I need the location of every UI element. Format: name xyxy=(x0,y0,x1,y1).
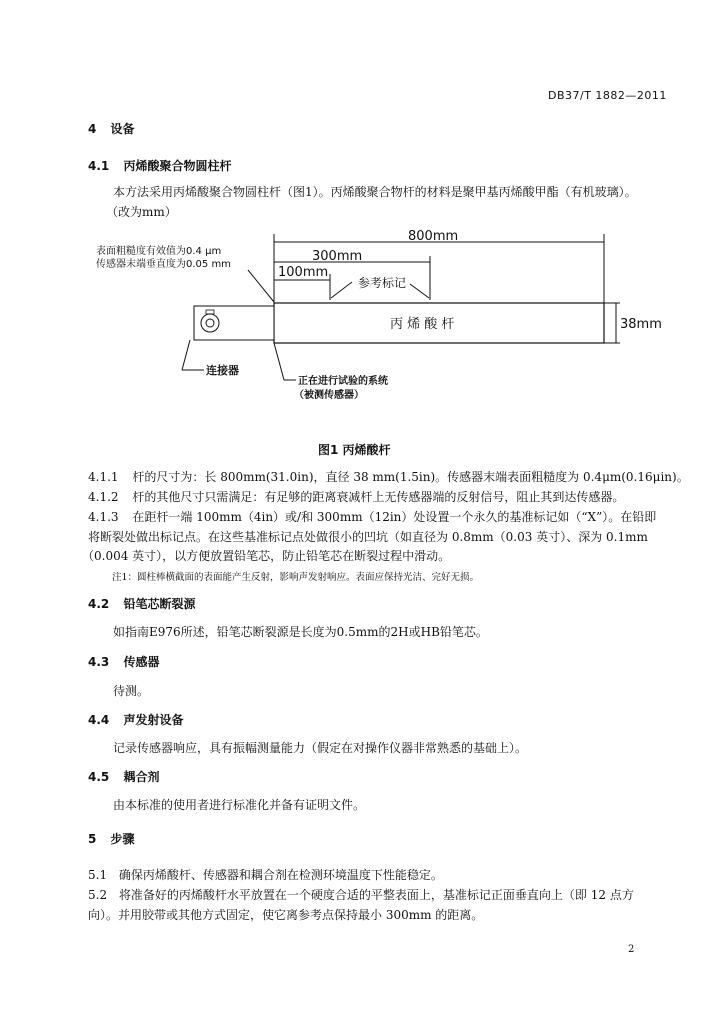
clause-4-1-1 xyxy=(88,468,689,485)
paragraph: 由本标准的使用者进行标准化并备有证明文件。 xyxy=(113,798,366,812)
paragraph-continuation: 向）。并用胶带或其他方式固定，使它离参考点保持最小 300mm 的距离。 xyxy=(88,908,484,922)
clause-text: 在距杆一端 100mm（4in）或/和 300mm（12in）处设置一个永久的基准标记如（“X”）。在铅即 xyxy=(132,510,657,524)
paragraph: 如指南E976所述，铅笔芯断裂源是长度为0.5mm的2H或HB铅笔芯。 xyxy=(113,625,488,639)
paragraph: 记录传感器响应，具有振幅测量能力（假定在对操作仪器非常熟悉的基础上）。 xyxy=(113,741,528,755)
dim-100-label: 100mm xyxy=(278,265,329,280)
clause-text: 杆的其他尺寸只需满足：有足够的距离衰减杆上无传感器端的反射信号，阻止其到达传感器。 xyxy=(132,490,625,504)
clause-number: 5.2 xyxy=(88,888,108,902)
paragraph: 待测。 xyxy=(113,684,150,698)
section-4-3-heading xyxy=(88,653,159,670)
dim-38-label: 38mm xyxy=(620,317,662,332)
clause-number: 4.1.1 xyxy=(88,470,119,484)
ref-arrow-100 xyxy=(331,282,352,298)
paragraph-continuation: 将断裂处做出标记点。在这些基准标记点处做很小的凹坑（如直径为 0.8mm（0.03 英寸）、深为 0.1mm xyxy=(88,530,648,544)
perpendicular-note: 传感器末端垂直度为0.05 mm xyxy=(96,259,231,270)
section-number: 4.1 xyxy=(88,159,110,173)
clause-number: 4.1.2 xyxy=(88,490,119,504)
system-label: 正在进行试验的系统 xyxy=(298,376,388,387)
reference-mark-label: 参考标记 xyxy=(358,276,407,290)
figure-acrylic-rod xyxy=(90,222,670,410)
system-leader-1 xyxy=(274,343,284,380)
clause-5-2 xyxy=(88,886,634,903)
section-4-4-heading xyxy=(88,711,183,728)
section-title: 声发射设备 xyxy=(123,713,184,727)
paragraph: （改为mm） xyxy=(106,205,177,219)
clause-4-1-3 xyxy=(88,508,656,525)
section-number: 4.2 xyxy=(88,597,110,611)
figure-caption: 图1 丙烯酸杆 xyxy=(318,443,391,457)
annotation-leader xyxy=(248,270,274,302)
clause-text: 杆的尺寸为：长 800mm(31.0in)，直径 38 mm(1.5in)。传感器末端表面粗糙度为 0.4μm(0.16μin)。 xyxy=(132,470,689,484)
clause-number: 4.1.3 xyxy=(88,510,119,524)
section-title: 步骤 xyxy=(110,832,135,846)
connector-leader-1 xyxy=(182,340,190,370)
section-number: 4.3 xyxy=(88,655,110,669)
section-5-heading xyxy=(88,830,135,847)
clause-4-1-2 xyxy=(88,488,624,505)
section-4-heading xyxy=(88,120,135,137)
clause-text: 将准备好的丙烯酸杆水平放置在一个硬度合适的平整表面上，基准标记正面垂直向上（即 12 点方 xyxy=(118,888,634,902)
paragraph-continuation: （0.004 英寸），以方便放置铅笔芯，防止铅笔芯在断裂过程中滑动。 xyxy=(82,549,451,563)
section-4-1-heading xyxy=(88,157,231,174)
clause-text: 确保丙烯酸杆、传感器和耦合剂在检测环境温度下性能稳定。 xyxy=(118,868,443,882)
system-label-sub: （被测传感器） xyxy=(294,390,364,401)
page-number: 2 xyxy=(628,944,635,955)
clause-number: 5.1 xyxy=(88,868,108,882)
connector-label: 连接器 xyxy=(206,364,239,377)
section-title: 耦合剂 xyxy=(123,770,160,784)
dim-800-label: 800mm xyxy=(408,229,459,244)
rod-label: 丙 烯 酸 杆 xyxy=(390,317,455,332)
section-number: 5 xyxy=(88,832,97,846)
section-title: 铅笔芯断裂源 xyxy=(123,597,196,611)
section-number: 4.5 xyxy=(88,770,110,784)
standard-number: DB37/T 1882—2011 xyxy=(548,89,667,102)
section-number: 4.4 xyxy=(88,713,110,727)
ref-arrow-300 xyxy=(410,284,429,298)
dim-300-label: 300mm xyxy=(312,249,363,264)
section-4-5-heading xyxy=(88,768,159,785)
section-4-2-heading xyxy=(88,595,195,612)
section-title: 丙烯酸聚合物圆柱杆 xyxy=(123,159,232,173)
clause-5-1 xyxy=(88,866,443,883)
paragraph: 本方法采用丙烯酸聚合物圆柱杆（图1）。丙烯酸聚合物杆的材料是聚甲基丙烯酸甲酯（有机玻璃）。 xyxy=(113,185,637,199)
section-number: 4 xyxy=(88,122,97,136)
section-title: 设备 xyxy=(110,122,135,136)
roughness-note: 表面粗糙度有效值为0.4 μm xyxy=(96,246,222,257)
section-title: 传感器 xyxy=(123,655,160,669)
note: 注1：圆柱棒横截面的表面能产生反射，影响声发射响应。表面应保持光洁、完好无损。 xyxy=(112,572,480,583)
